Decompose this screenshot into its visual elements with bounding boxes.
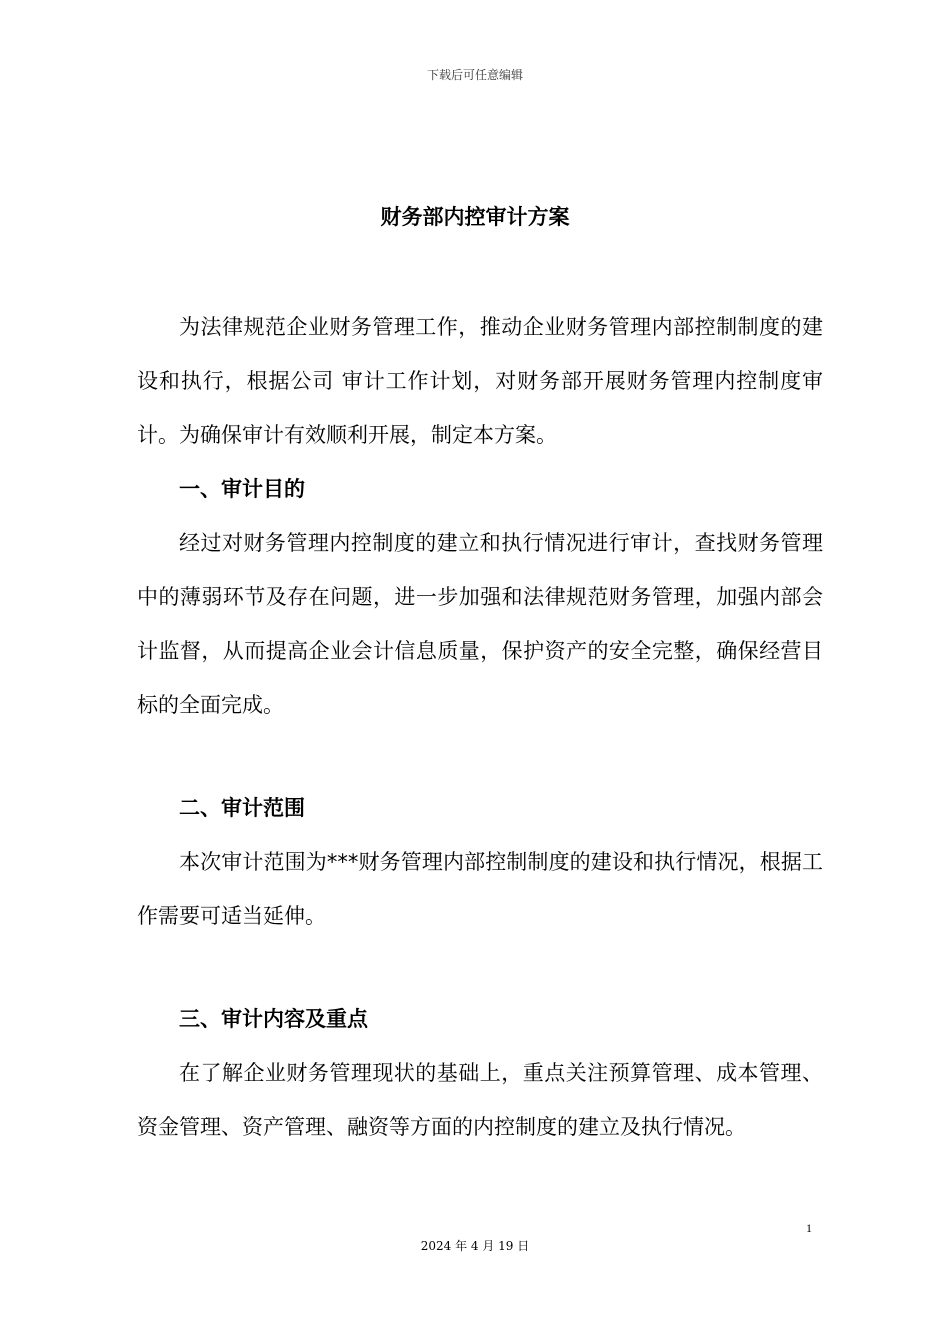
- page-number: 1: [806, 1221, 812, 1235]
- section-body-purpose: 经过对财务管理内控制度的建立和执行情况进行审计，查找财务管理中的薄弱环节及存在问题，进一步加强和法律规范财务管理，加强内部会计监督，从而提高企业会计信息质量，保护资产的安全完整，确保经营目标的全面完成。: [137, 531, 823, 717]
- section-body-content: 在了解企业财务管理现状的基础上，重点关注预算管理、成本管理、资金管理、资产管理、融资等方面的内控制度的建立及执行情况。: [137, 1061, 823, 1139]
- footer-date: 2024 年 4 月 19 日: [420, 1239, 530, 1253]
- section-heading-purpose: 一、审计目的: [179, 477, 305, 501]
- document-title: 财务部内控审计方案: [380, 205, 570, 229]
- intro-paragraph: 为法律规范企业财务管理工作，推动企业财务管理内部控制制度的建设和执行，根据公司 审计工作计划，对财务部开展财务管理内控制度审计。为确保审计有效顺利开展，制定本方案。: [137, 315, 823, 447]
- section-heading-content: 三、审计内容及重点: [179, 1007, 368, 1031]
- section-heading-scope: 二、审计范围: [179, 796, 305, 820]
- page-header: 下载后可任意编辑: [426, 68, 523, 82]
- section-body-scope: 本次审计范围为***财务管理内部控制制度的建设和执行情况，根据工作需要可适当延伸。: [137, 850, 823, 928]
